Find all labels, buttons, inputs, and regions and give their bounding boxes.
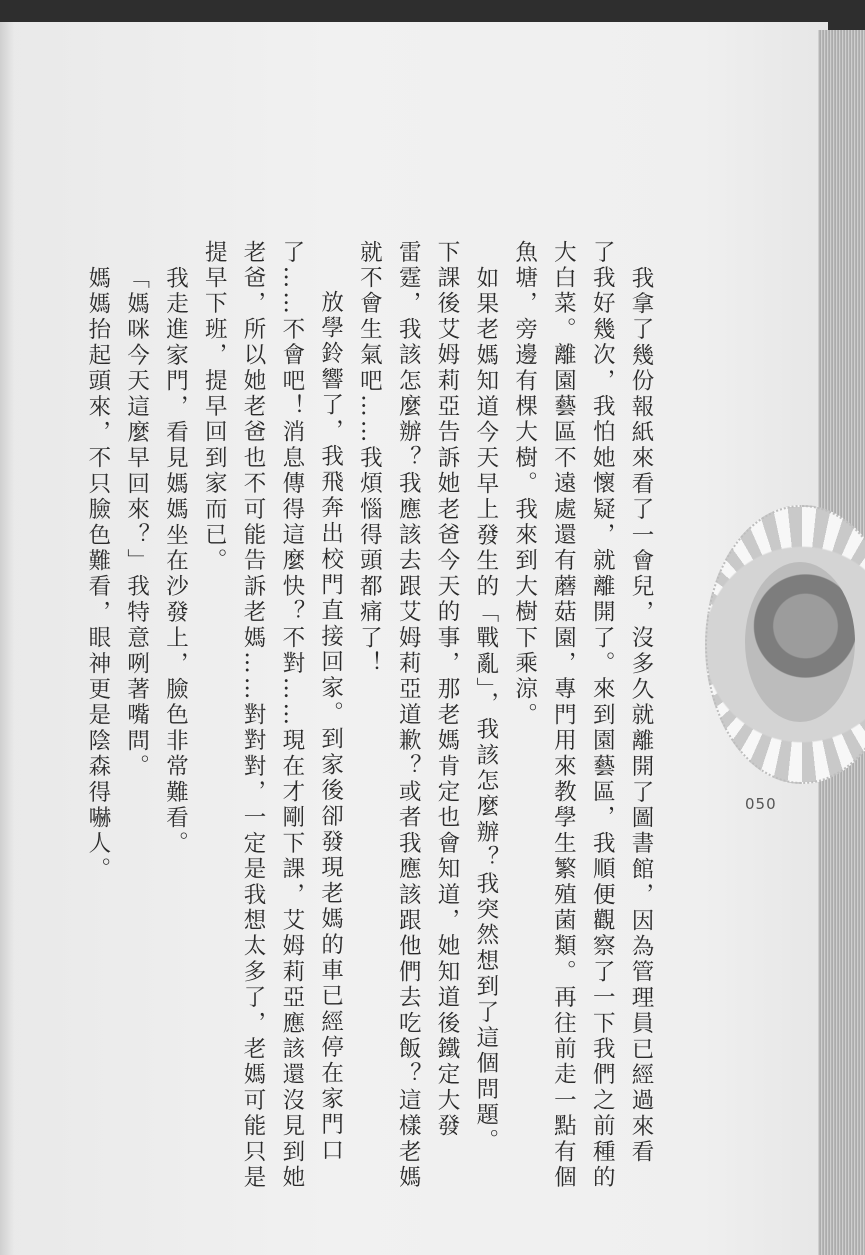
binding-shadow: [0, 22, 14, 1255]
text-line: 了……不會吧！消息傳得這麼快？不對……現在才剛下課，艾姆莉亞應該還沒見到她: [278, 240, 305, 1191]
text-line: 雷霆，我該怎麼辦？我應該去跟艾姆莉亞道歉？或者我應該跟他們去吃飯？這樣老媽: [395, 240, 422, 1191]
text-line: 放學鈴響了，我飛奔出校門直接回家。到家後卻發現老媽的車已經停在家門口: [317, 290, 344, 1164]
text-line: 就不會生氣吧……我煩惱得頭都痛了！: [356, 240, 383, 677]
text-line: 下課後艾姆莉亞告訴她老爸今天的事，那老媽肯定也會知道，她知道後鐵定大發: [434, 240, 461, 1140]
text-line: 提早下班，提早回到家而已。: [201, 240, 228, 575]
text-line: 了我好幾次，我怕她懷疑，就離開了。來到園藝區，我順便觀察了一下我們之前種的: [589, 240, 616, 1191]
text-line: 我拿了幾份報紙來看了一會兒，沒多久就離開了圖書館，因為管理員已經過來看: [628, 266, 654, 1166]
text-line: 我走進家門，看見媽媽坐在沙發上，臉色非常難看。: [162, 266, 189, 858]
text-line: 「媽咪今天這麼早回來？」我特意咧著嘴問。: [123, 266, 150, 780]
text-line: 老爸，所以她老爸也不可能告訴老媽……對對對，一定是我想太多了，老媽可能只是: [240, 240, 267, 1191]
vertical-text-body: [78, 240, 660, 1191]
text-line: 大白菜。離園藝區不遠處還有蘑菇園，專門用來教學生繁殖菌類。再往前走一點有個: [550, 240, 577, 1191]
character-illustration: [745, 562, 855, 722]
page-number: 050: [745, 795, 777, 813]
text-line: 魚塘，旁邊有棵大樹。我來到大樹下乘涼。: [511, 240, 538, 729]
text-line: 媽媽抬起頭來，不只臉色難看，眼神更是陰森得嚇人。: [84, 266, 111, 883]
text-line: 如果老媽知道今天早上發生的「戰亂」，我該怎麼辦？我突然想到了這個問題。: [472, 266, 499, 1155]
